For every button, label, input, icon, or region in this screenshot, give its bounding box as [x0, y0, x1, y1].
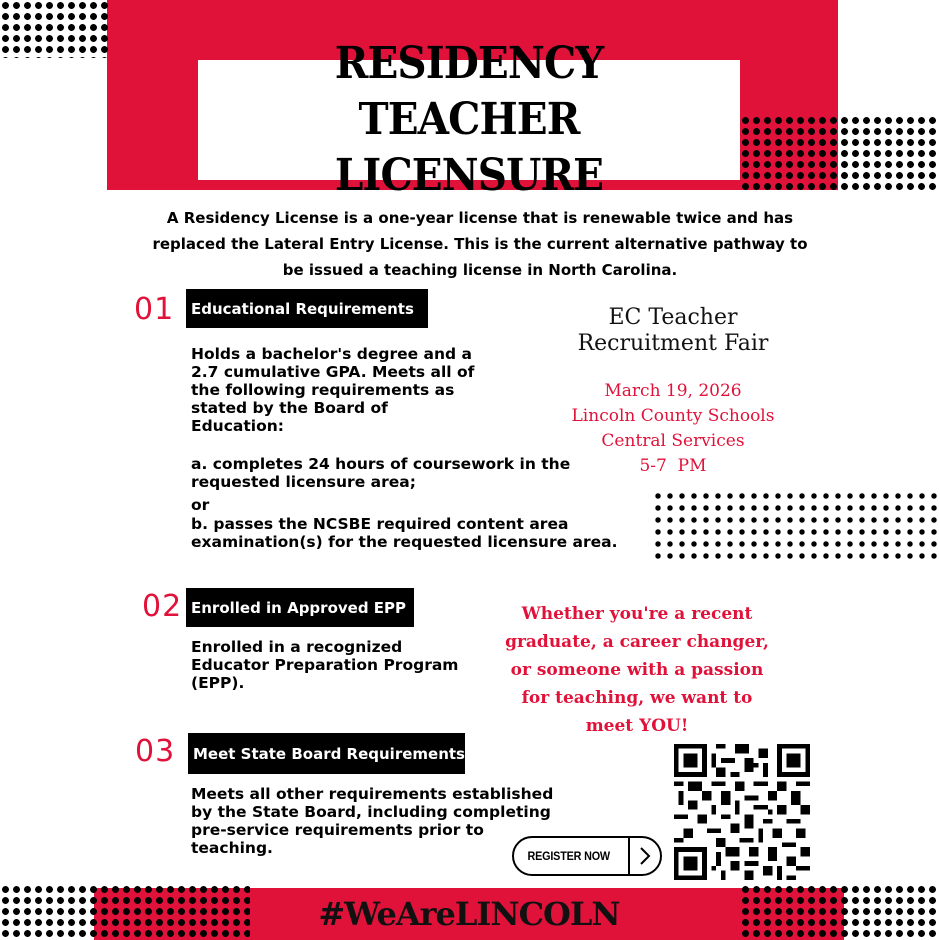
event-title [548, 305, 798, 357]
intro-paragraph: A Residency License is a one-year license that is renewable twice and has replaced the Lateral Entry License. This is the current alternative pathway to be issued a teaching license in North Carolina. [152, 209, 808, 279]
event-info [548, 305, 798, 479]
event-date: March 19, 2026 [604, 381, 742, 401]
section-body-01: Holds a bachelor's degree and a 2.7 cumulative GPA. Meets all of the following requirements as stated by the Board of Education: [191, 345, 475, 435]
title-line-2: LICENSURE [334, 150, 604, 201]
section-number-03: 03 [135, 734, 176, 769]
event-title-line-2: Recruitment Fair [577, 331, 769, 356]
register-now-label: REGISTER NOW [527, 849, 610, 863]
title-box [198, 38, 740, 201]
section-or-01: or [191, 496, 210, 514]
section-body-03: Meets all other requirements established by the State Board, including completing pre-service requirements prior to teaching. [191, 785, 554, 857]
event-time: 5-7 PM [639, 456, 707, 476]
section-option-a-01: a. completes 24 hours of coursework in the requested licensure area; [191, 455, 571, 491]
register-now-button[interactable] [512, 836, 662, 876]
qr-code-icon[interactable] [674, 744, 810, 880]
section-option-b-01: b. passes the NCSBE required content area examination(s) for the requested licensure area. [191, 515, 618, 551]
halftone-dots-top-right [740, 115, 940, 190]
hashtag-banner: #WeAreLINCOLN [318, 895, 620, 933]
event-organizer: Lincoln County Schools [571, 406, 775, 426]
section-body-02: Enrolled in a recognized Educator Preparation Program (EPP). [191, 638, 459, 692]
halftone-dots-top-left [0, 0, 108, 58]
invitation-quote: Whether you're a recent graduate, a career changer, or someone with a passion for teaching, we want to meet YOU! [505, 604, 769, 736]
section-number-02: 02 [142, 589, 183, 624]
event-details [548, 379, 798, 479]
section-heading-03: Meet State Board Requirements [188, 733, 465, 774]
event-title-line-1: EC Teacher [608, 305, 738, 330]
section-number-01: 01 [134, 292, 175, 327]
halftone-dots-mid-right [652, 490, 940, 564]
section-heading-02: Enrolled in Approved EPP [186, 588, 414, 627]
chevron-right-icon [630, 846, 660, 866]
title-line-1: RESIDENCY TEACHER [334, 38, 604, 145]
page-title [220, 36, 719, 204]
event-location: Central Services [601, 431, 745, 451]
section-heading-01: Educational Requirements [186, 289, 428, 328]
